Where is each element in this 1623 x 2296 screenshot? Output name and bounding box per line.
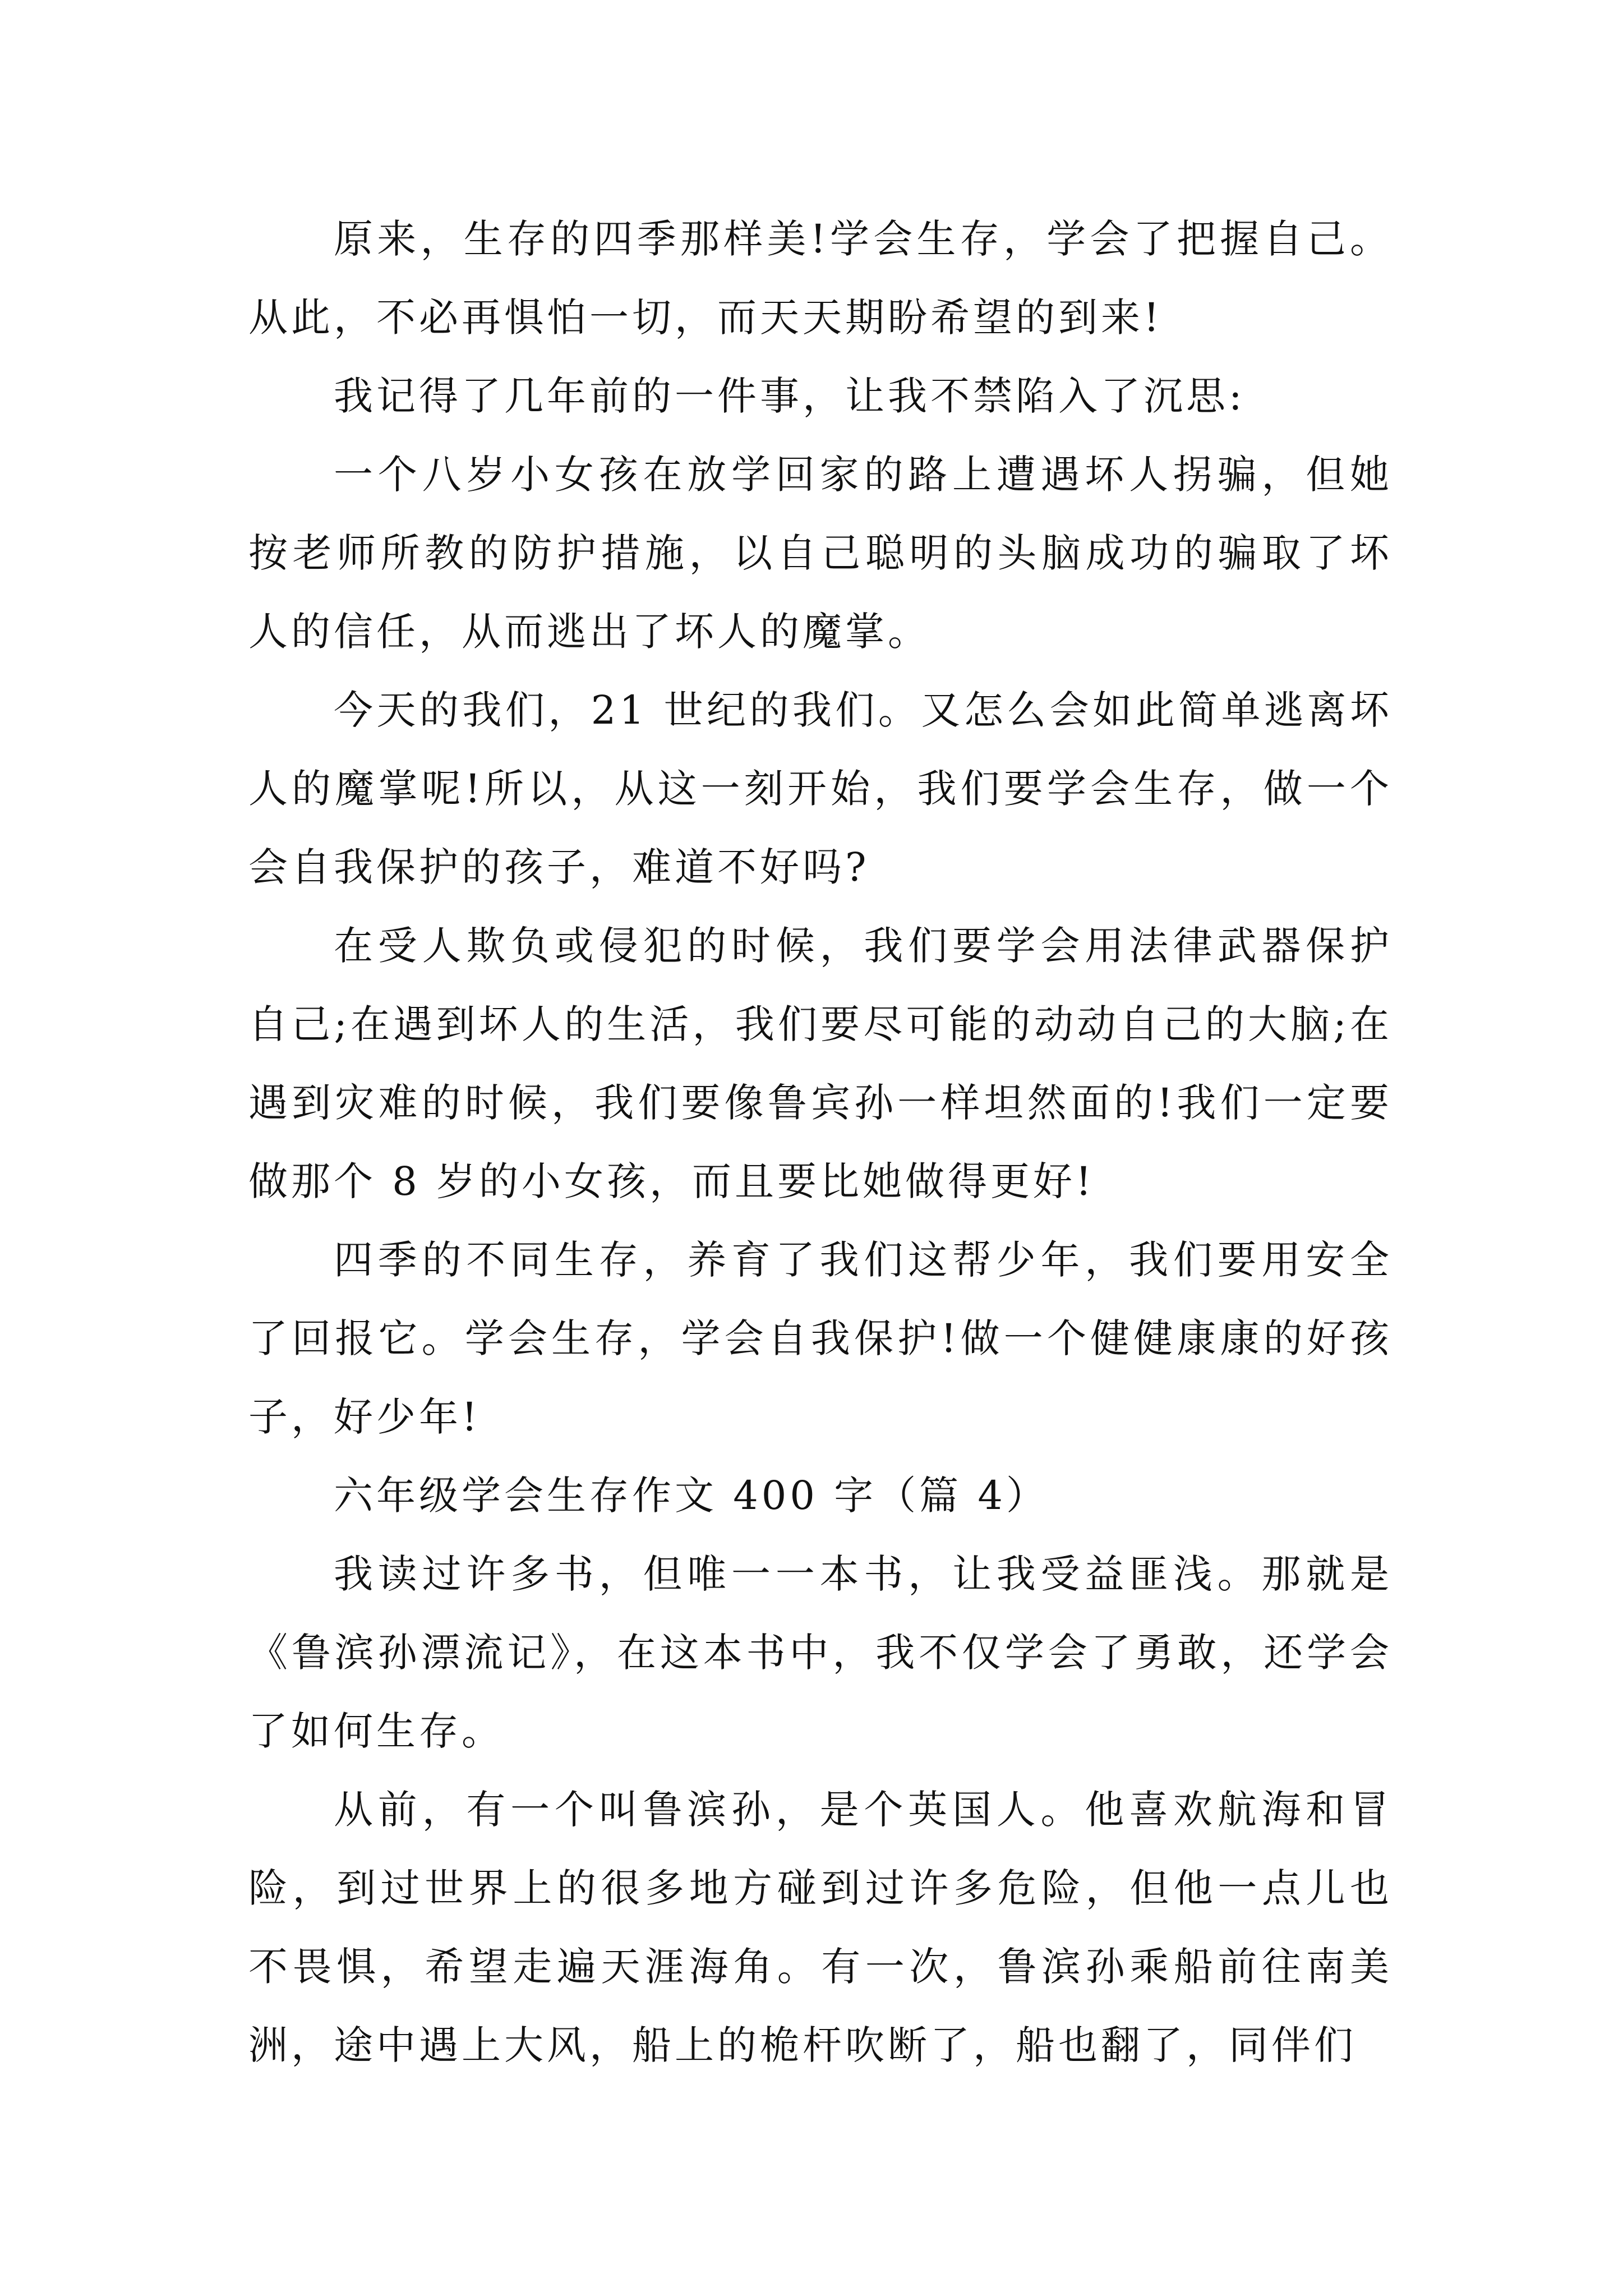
document-body <box>248 200 1393 2085</box>
paragraph-5: 在受人欺负或侵犯的时候，我们要学会用法律武器保护自己;在遇到坏人的生活，我们要尽可能的动动自己的大脑;在遇到灾难的时候，我们要像鲁宾孙一样坦然面的!我们一定要做那个 8 岁的小女孩，而且要比她做得更好! <box>248 923 1393 1204</box>
paragraph-3: 一个八岁小女孩在放学回家的路上遭遇坏人拐骗，但她按老师所教的防护措施，以自己聪明的头脑成功的骗取了坏人的信任，从而逃出了坏人的魔掌。 <box>248 452 1393 655</box>
section-heading: 六年级学会生存作文 400 字（篇 4） <box>334 1473 1049 1519</box>
paragraph-1: 原来，生存的四季那样美!学会生存，学会了把握自己。从此，不必再惧怕一切，而天天期盼希望的到来! <box>248 216 1393 341</box>
paragraph-7: 我读过许多书，但唯一一本书，让我受益匪浅。那就是《鲁滨孙漂流记》，在这本书中，我不仅学会了勇敢，还学会了如何生存。 <box>248 1551 1393 1754</box>
paragraph-4: 今天的我们，21 世纪的我们。又怎么会如此简单逃离坏人的魔掌呢!所以，从这一刻开始，我们要学会生存，做一个会自我保护的孩子，难道不好吗? <box>248 687 1393 890</box>
paragraph-2: 我记得了几年前的一件事，让我不禁陷入了沉思: <box>334 373 1246 419</box>
paragraph-6: 四季的不同生存，养育了我们这帮少年，我们要用安全了回报它。学会生存，学会自我保护!做一个健健康康的好孩子，好少年! <box>248 1237 1393 1440</box>
paragraph-8: 从前，有一个叫鲁滨孙，是个英国人。他喜欢航海和冒险，到过世界上的很多地方碰到过许多危险，但他一点儿也不畏惧，希望走遍天涯海角。有一次，鲁滨孙乘船前往南美洲，途中遇上大风，船上的桅杆吹断了，船也翻了，同伴们 <box>248 1787 1393 2068</box>
